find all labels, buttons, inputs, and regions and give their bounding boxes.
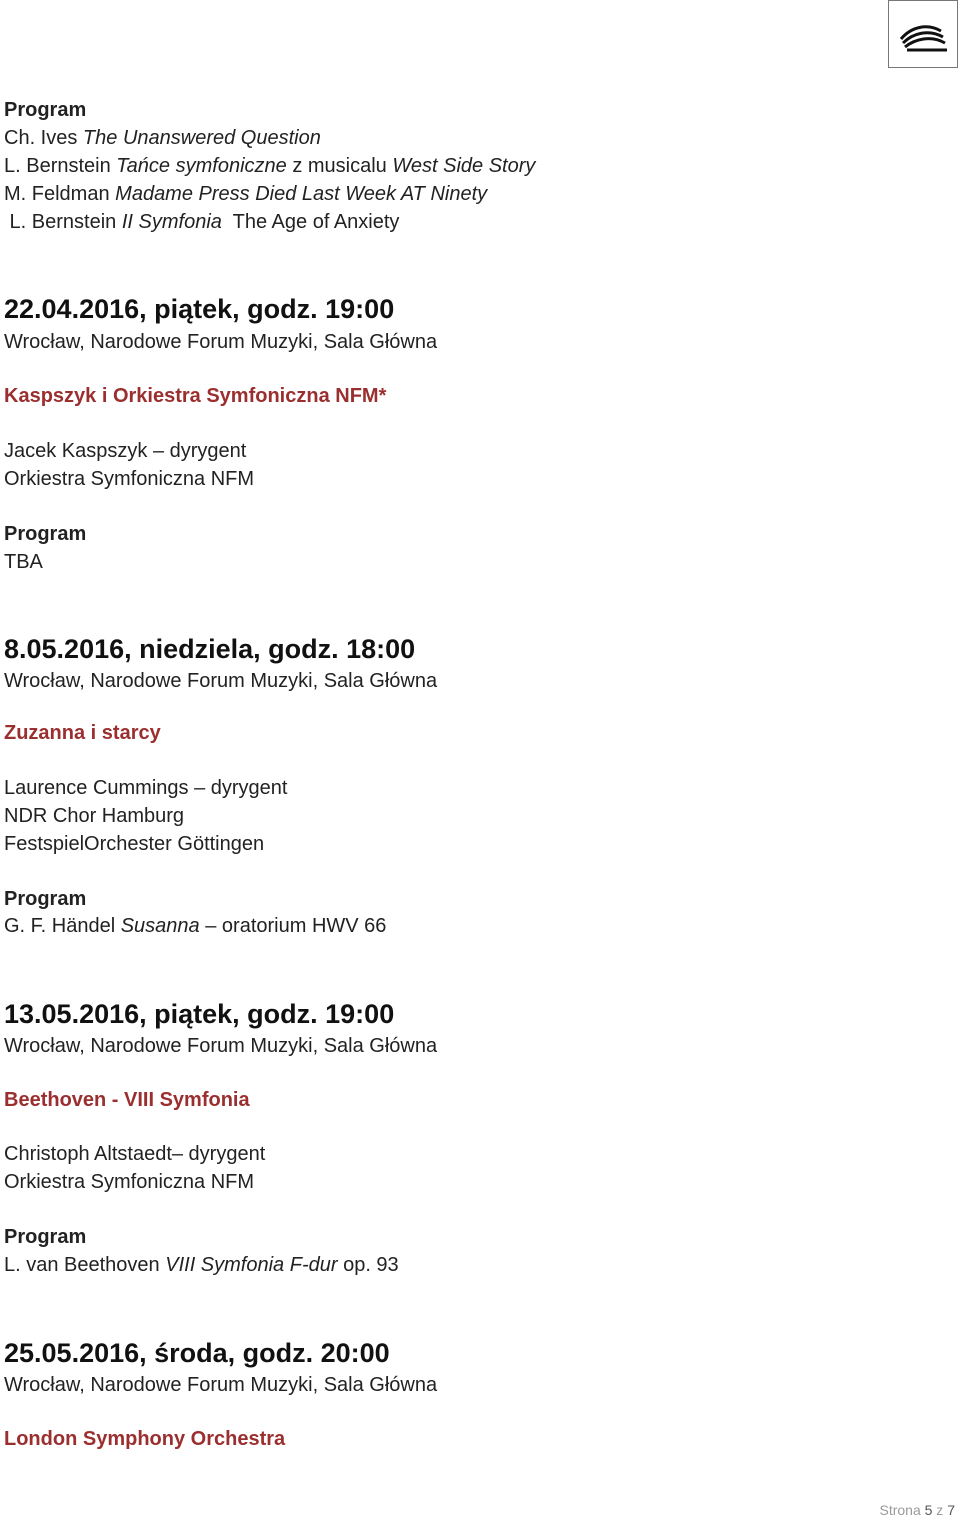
program-heading: Program — [4, 523, 87, 545]
event-title: Zuzanna i starcy — [4, 722, 161, 744]
program-item: TBA — [4, 551, 43, 573]
event-date: 8.05.2016, niedziela, godz. 18:00 — [4, 634, 416, 664]
program-heading: Program — [4, 99, 87, 121]
nfm-logo — [888, 0, 958, 68]
program-item: G. F. Händel Susanna – oratorium HWV 66 — [4, 915, 387, 937]
program-item: M. Feldman Madame Press Died Last Week AT Ninety — [4, 183, 488, 205]
event-date: 25.05.2016, środa, godz. 20:00 — [4, 1338, 390, 1368]
program-item: Ch. Ives The Unanswered Question — [4, 127, 321, 149]
performer: Jacek Kaspszyk – dyrygent — [4, 440, 247, 462]
event-venue: Wrocław, Narodowe Forum Muzyki, Sala Główna — [4, 331, 438, 353]
event-title: Beethoven - VIII Symfonia — [4, 1089, 250, 1111]
program-heading: Program — [4, 888, 87, 910]
performer: NDR Chor Hamburg — [4, 805, 185, 827]
nfm-logo-icon — [897, 17, 951, 53]
performer: FestspielOrchester Göttingen — [4, 833, 265, 855]
performer: Laurence Cummings – dyrygent — [4, 777, 288, 799]
event-title: Kaspszyk i Orkiestra Symfoniczna NFM* — [4, 385, 387, 407]
event-date: 13.05.2016, piątek, godz. 19:00 — [4, 999, 395, 1029]
performer: Orkiestra Symfoniczna NFM — [4, 1171, 255, 1193]
program-heading: Program — [4, 1226, 87, 1248]
performer: Orkiestra Symfoniczna NFM — [4, 468, 255, 490]
event-title: London Symphony Orchestra — [4, 1428, 286, 1450]
program-item: L. Bernstein Tańce symfoniczne z musicalu West Side Story — [4, 155, 536, 177]
event-venue: Wrocław, Narodowe Forum Muzyki, Sala Główna — [4, 1374, 438, 1396]
event-date: 22.04.2016, piątek, godz. 19:00 — [4, 294, 395, 324]
program-item: L. van Beethoven VIII Symfonia F-dur op. 93 — [4, 1254, 399, 1276]
event-venue: Wrocław, Narodowe Forum Muzyki, Sala Główna — [4, 1035, 438, 1057]
performer: Christoph Altstaedt– dyrygent — [4, 1143, 266, 1165]
event-venue: Wrocław, Narodowe Forum Muzyki, Sala Główna — [4, 670, 438, 692]
page-number: Strona 5 z 7 — [879, 1502, 955, 1518]
program-item: L. Bernstein II Symfonia The Age of Anxiety — [4, 211, 400, 233]
